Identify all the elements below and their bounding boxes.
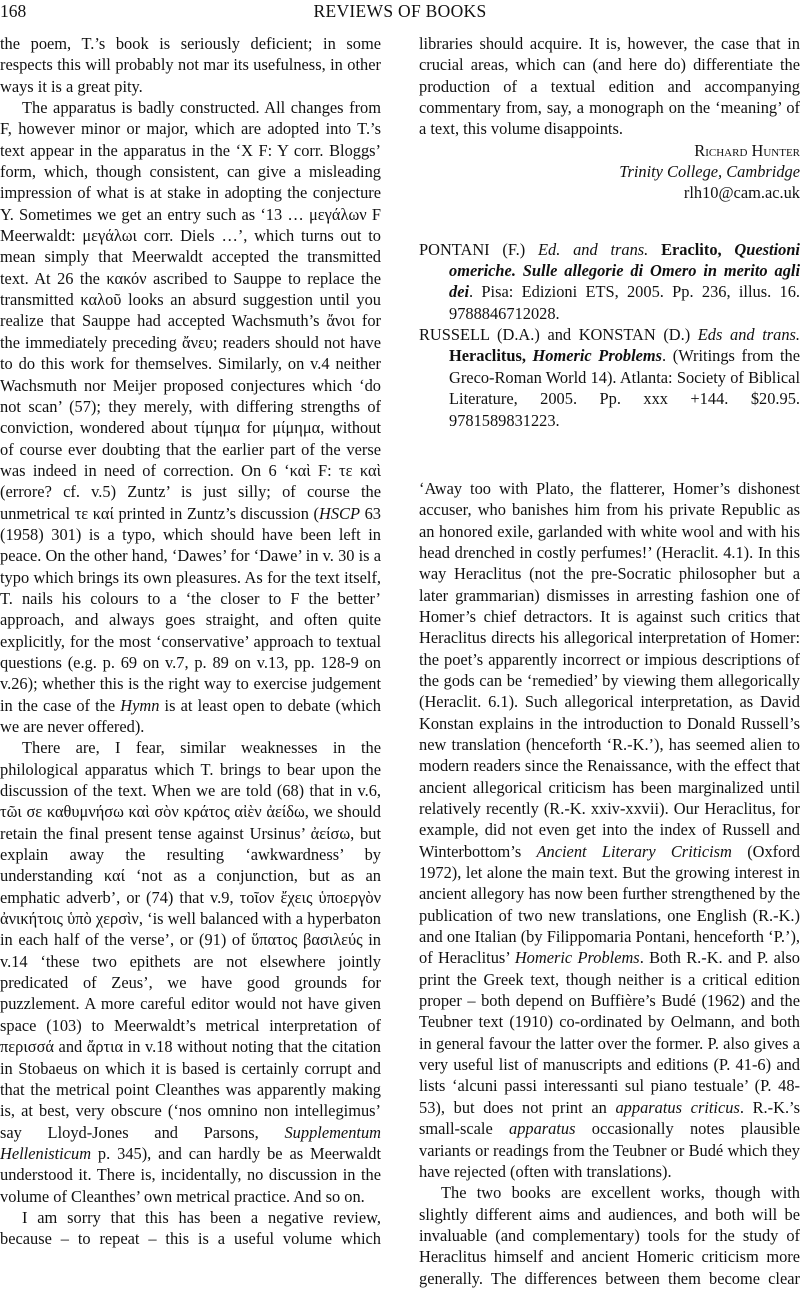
text-run: The two books are excellent works, though with slightly different aims and audiences, and both will be invaluable (and complementary) tools for the study of Heraclitus himself and ancient Homeric criticism more generally. The differences between them become clear [419, 1183, 800, 1288]
text-run: PONTANI (F.) [419, 239, 539, 259]
emphasized-text: Eraclito, [661, 239, 735, 259]
text-run: . R.-K.’s small-scale [419, 1097, 800, 1139]
emphasized-text: Homeric Problems [514, 948, 640, 968]
bibliography-entry [419, 324, 800, 431]
text-run: is at least open to debate (which we are never offered). [0, 695, 381, 736]
emphasized-text: Ed. and trans. [538, 239, 649, 259]
text-run: ‘Away too with Plato, the flatterer, Homer’s dishonest accuser, who banishes him from his private Republic as an honored exile, garlanded with white wool and with his head drenched in costly perfumes!’ (Heraclit. 4.1). In this way Heraclitus (not the pre-Socratic philosopher but a later grammarian) dismisses in arresting fashion one of Homer’s chief detractors. It is against such critics that Heraclitus directs his allegorical interpretation of Homer: the poet’s apparently incorrect or impious descriptions of the gods can be ‘remedied’ by viewing them allegorically (Heraclit. 6.1). Such allegorical interpretation, as David Konstan explains in the introduction to Donald Russell’s new translation (henceforth ‘R.-K.’), has seemed alien to modern readers since the Renaissance, with the effect that ancient allegorical criticism has been marginalized until relatively recently (R.-K. xxiv-xxvii). Our Heraclitus, for example, did not even get into the index of Russell and Winterbottom’s [419, 478, 800, 861]
emphasized-text: Supplementum Hellenisticum [0, 1122, 381, 1163]
emphasized-text: Ancient Literary Criticism [536, 841, 732, 861]
paragraph [419, 33, 800, 140]
text-run [648, 240, 661, 259]
paragraph [0, 737, 381, 1207]
emphasized-text: Hymn [120, 695, 160, 715]
text-run: . (Writings from the Greco-Roman World 14). Atlanta: Society of Biblical Literature, 2005. Pp. xxx +144. $20.95. 9781589831223. [449, 346, 800, 430]
text-run: The apparatus is badly constructed. All changes from F, however minor or major, which are adopted into T.’s text appear in the apparatus in the ‘X F: Y corr. Bloggs’ form, which, though consistent, can give a misleading impression of what is at stake in adopting the conjecture Y. Sometimes we get an entry such as ‘13 … μεγάλων F Meerwaldt: μεγάλωι corr. Diels …’, which turns out to mean simply that Meerwaldt accepted the transmitted text. At 26 the κακόν ascribed to Sauppe to replace the transmitted καλοῦ looks an absurd suggestion until you realize that Sauppe had accepted Wachsmuth’s ἄνοι for the immediately preceding ἄνευ; readers should not have to do this work for themselves. Similarly, on v.4 neither Wachsmuth nor Meijer proposed conjectures which ‘do not scan’ (57); they merely, with differing strengths of conviction, wondered about τίμημα for μίμημα, without of course ever doubting that the earlier part of the verse was indeed in need of correction. On 6 ‘καὶ F: τε καὶ (errore? cf. v.5) Zuntz’ is just silly; of course the unmetrical τε καί printed in Zuntz’s discussion ( [0, 98, 381, 523]
reviewer-name: Richard Hunter [694, 140, 800, 160]
text-run: occasionally notes plausible variants or readings from the Teubner or Budé which they have rejected (often with translations). [419, 1119, 800, 1181]
text-run: I am sorry that this has been a negative review, because – to repeat – this is a useful volume which [0, 1207, 381, 1249]
running-header [0, 0, 800, 24]
paragraph [0, 1207, 381, 1250]
paragraph [0, 33, 381, 97]
emphasized-text: Eds and trans. [697, 325, 800, 345]
spacer [419, 431, 800, 478]
text-run: (Oxford 1972), let alone the main text. But the growing interest in ancient allegory has now been further strengthened by the publication of two new translations, one English (R.-K.) and one Italian (by Filippomaria Pontani, henceforth ‘P.’), of Heraclitus’ [419, 841, 800, 968]
text-run: There are, I fear, similar weaknesses in the philological apparatus which T. brings to bear upon the discussion of the text. When we are told (68) that in v.6, τῶι σε καθυμνήσω καὶ σὸν κράτος αἰὲν ἀείδω, we should retain the final present tense against Ursinus’ ἀείσω, but explain away the resulting ‘awkwardness’ by understanding καί ‘not as a conjunction, but as an emphatic adverb’, or (74) that v.9, τοῖον ἔχεις ὑποεργὸν ἀνικήτοις ὑπὸ χερσὶν, ‘is well balanced with a hyperbaton in each half of the verse’, or (91) of ὕπατος βασιλεύς in v.14 ‘these two epithets are not elsewhere jointly predicated of Zeus’, we have good grounds for puzzlement. A more careful editor would not have given space (103) to Meerwaldt’s metrical interpretation of περισσά and ἄρτια in v.18 without noting that the citation in Stobaeus on which it is based is certainly corrupt and that the metrical point Cleanthes was apparently making is, at best, very obscure (‘nos omnino non intellegimus’ say Lloyd-Jones and Parsons, [0, 738, 381, 1142]
text-run: . Both R.-K. and P. also print the Greek text, though neither is a critical edition proper – both depend on Buffière’s Budé (1962) and the Teubner text (1910) co-ordinated by Oelmann, and both in general favour the latter over the former. P. also gives a very useful list of manuscripts and editions (P. 41-6) and lists ‘alcuni passi interessanti sul piano testuale’ (P. 48-53), but does not print an [419, 948, 800, 1117]
paragraph [419, 478, 800, 1182]
reviewer-email[interactable]: rlh10@cam.ac.uk [683, 183, 800, 203]
spacer [419, 204, 800, 239]
text-run: 63 (1958) 301) is a typo, which should have been left in peace. On the other hand, ‘Dawes’ for ‘Dawe’ in v. 30 is a typo which brings its own pleasures. As for the text itself, T. nails his colours to a ‘the closer to F the better’ approach, and always goes straight, and often quite explicitly, for the most ‘conservative’ approach to textual questions (e.g. p. 69 on v.7, p. 89 on v.13, pp. 128-9 on v.26); whether this is the right way to exercise judgement in the case of the [0, 503, 381, 715]
text-run: RUSSELL (D.A.) and KONSTAN (D.) [419, 325, 698, 345]
emphasized-text: Questioni omeriche. Sulle allegorie di Omero in merito agli dei [449, 239, 800, 302]
emphasized-text: HSCP [319, 503, 360, 523]
text-run: the poem, T.’s book is seriously deficient; in some respects this will probably not mar its usefulness, in other ways it is a great pity. [0, 34, 381, 96]
text-run: libraries should acquire. It is, however, the case that in crucial areas, which can (and here do) differentiate the production of a textual edition and accompanying commentary from, say, a monograph on the ‘meaning’ of a text, this volume disappoints. [419, 34, 800, 139]
right-column [419, 33, 800, 1289]
emphasized-text: Heraclitus, [449, 346, 533, 366]
text-run: p. 345), and can hardly be as Meerwaldt understood it. There is, incidentally, no discussion in the volume of Cleanthes’ own metrical practice. And so on. [0, 1143, 381, 1206]
bibliography-entry [419, 239, 800, 324]
page-number: 168 [0, 1, 27, 21]
left-column [0, 33, 381, 1250]
reviewer-affiliation: Trinity College, Cambridge [619, 162, 800, 182]
paragraph [0, 97, 381, 737]
paragraph [419, 1182, 800, 1289]
emphasized-text: apparatus criticus [615, 1097, 740, 1117]
running-title: REVIEWS OF BOOKS [313, 1, 487, 21]
emphasized-text: Homeric Problems [532, 346, 663, 366]
text-run: . Pisa: Edizioni ETS, 2005. Pp. 236, illus. 16. 9788846712028. [449, 282, 800, 323]
emphasized-text: apparatus [509, 1119, 576, 1139]
